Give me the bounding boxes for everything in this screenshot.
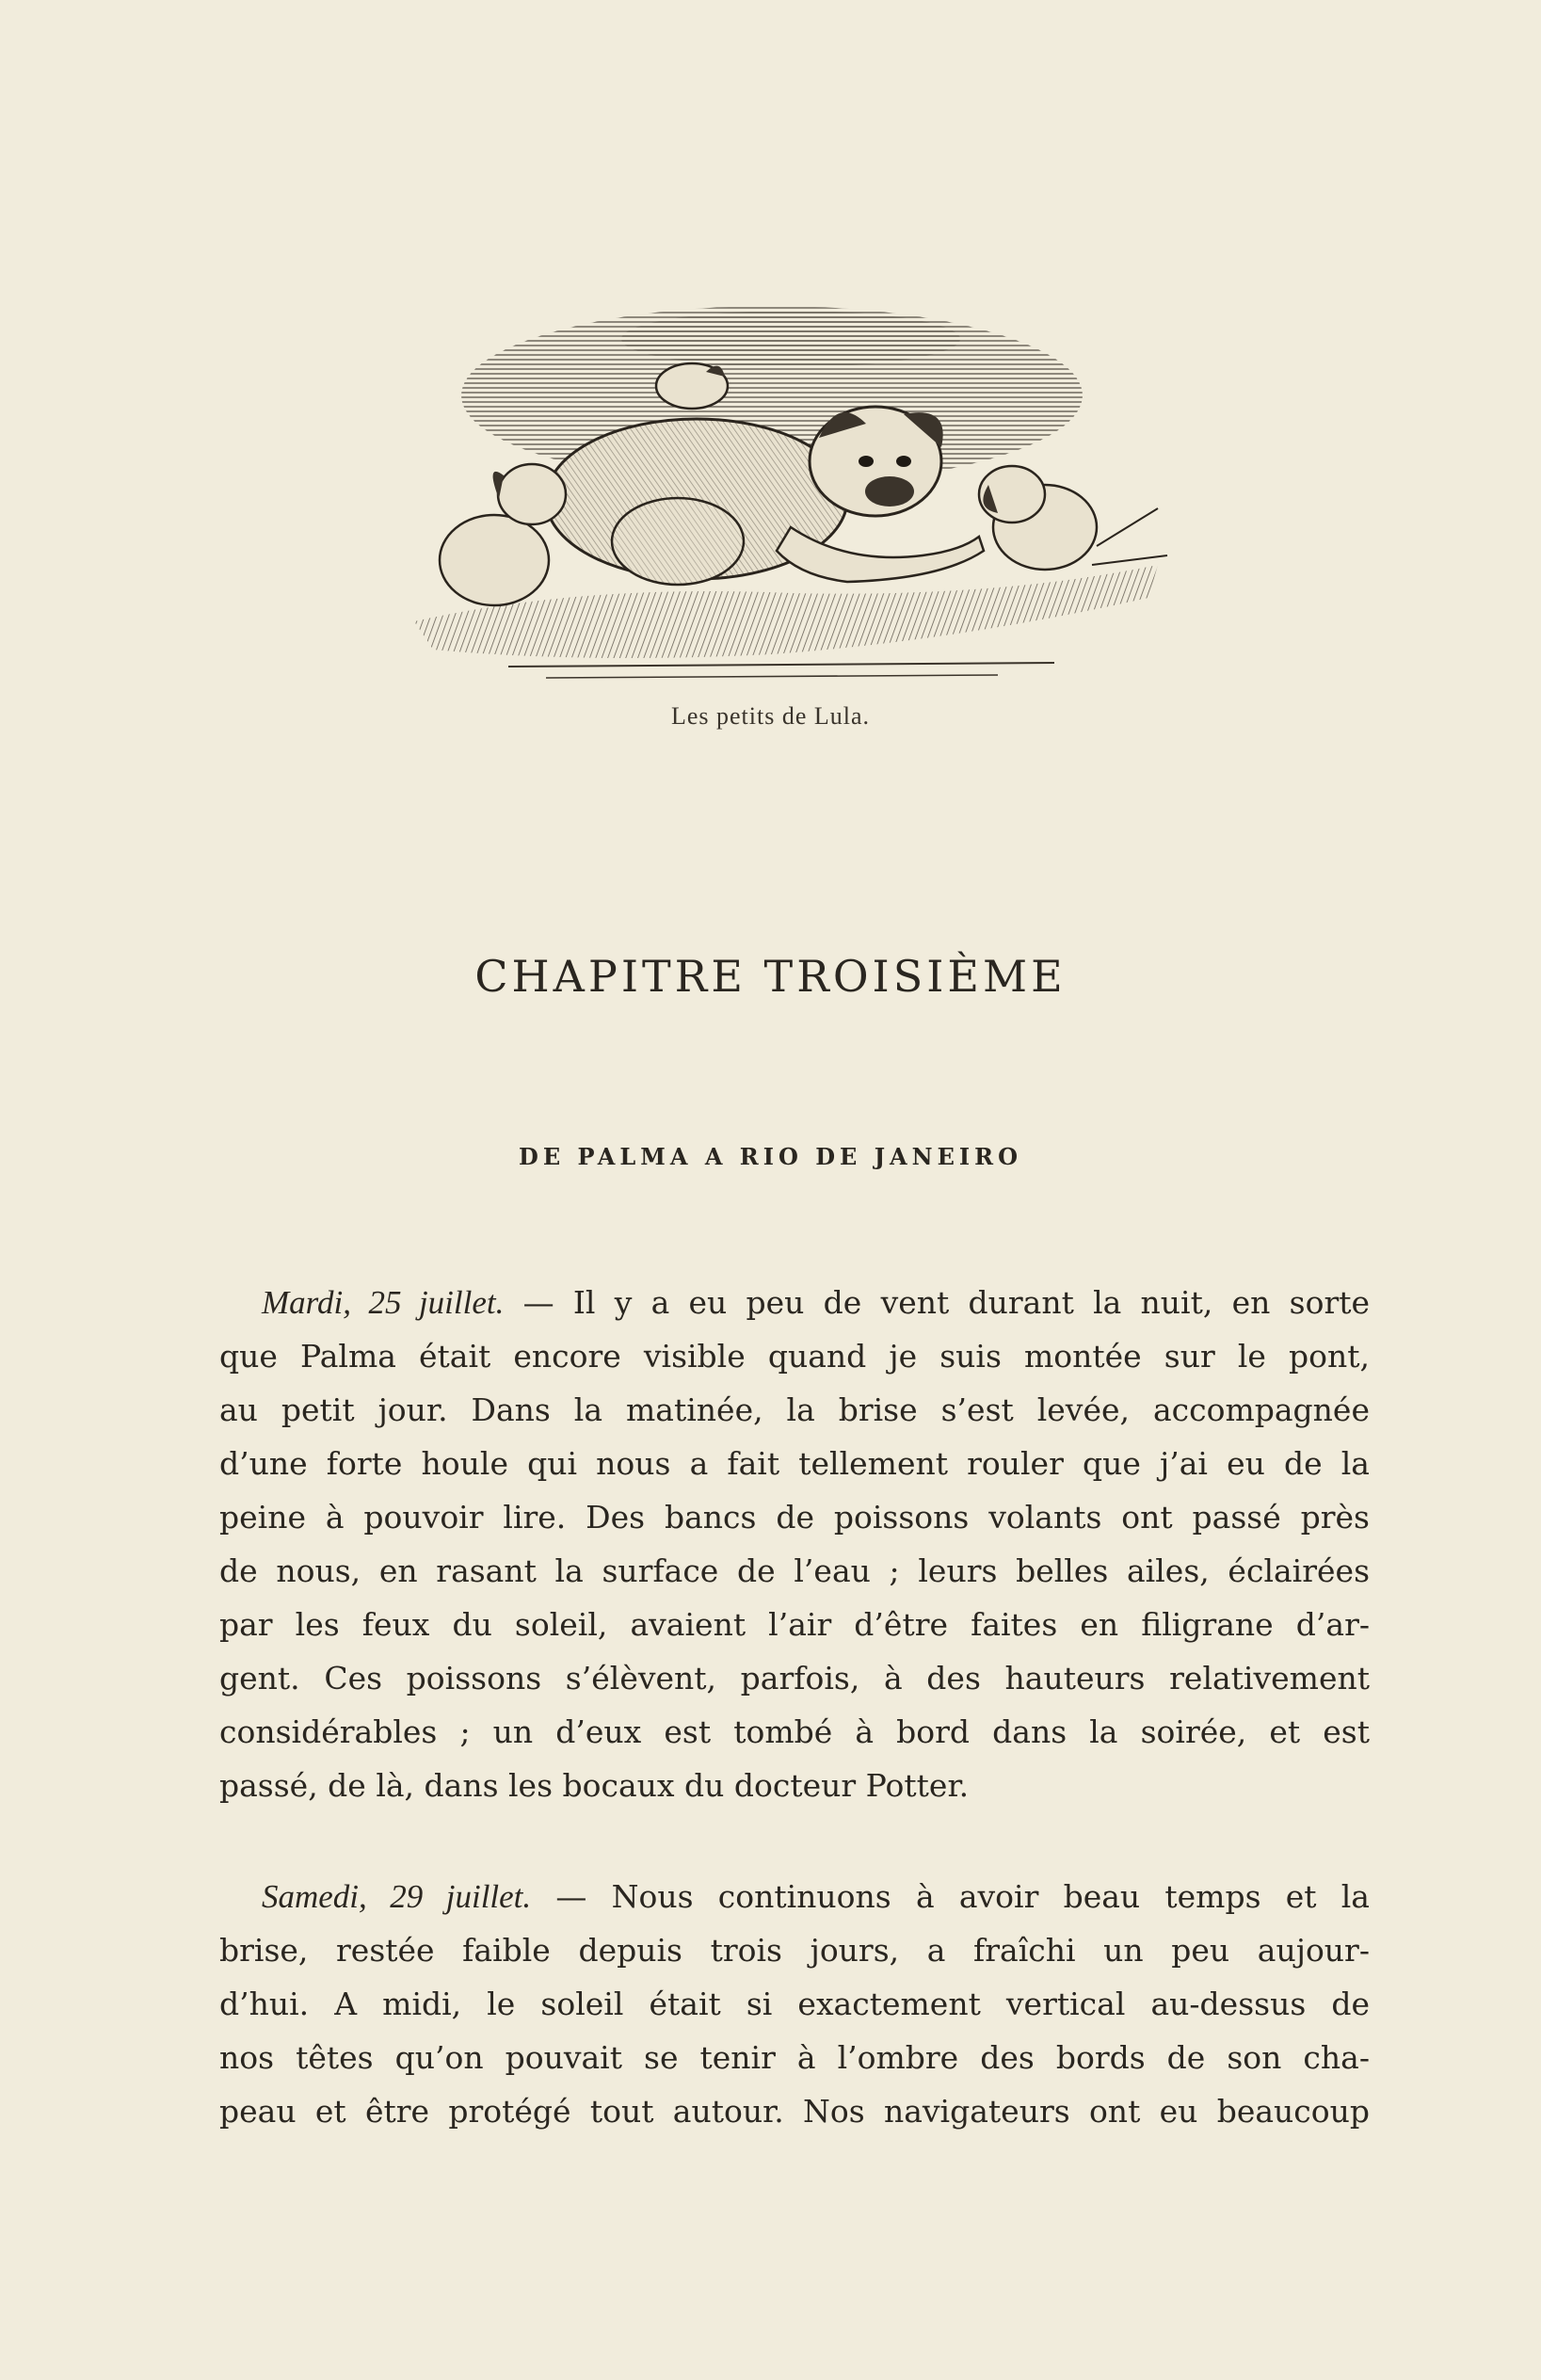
text-line: peine à pouvoir lire. Des bancs de poissons volants ont passé près: [219, 1499, 1370, 1536]
text-line: passé, de là, dans les bocaux du docteur Potter.: [219, 1767, 970, 1804]
text-line: d’une forte houle qui nous a fait tellement rouler que j’ai eu de la: [219, 1445, 1370, 1482]
text-line: peau et être protégé tout autour. Nos navigateurs ont eu beaucoup: [219, 2093, 1370, 2130]
engraving-dogs-illustration: [395, 282, 1177, 697]
text-line: de nous, en rasant la surface de l’eau ; leurs belles ailes, éclairées: [219, 1552, 1370, 1589]
text-line: Mardi, 25 juillet. — Il y a eu peu de vent durant la nuit, en sorte: [262, 1284, 1371, 1321]
entry-date: Mardi, 25 juillet.: [262, 1284, 505, 1321]
illustration-caption: Les petits de Lula.: [670, 702, 871, 730]
text-line: d’hui. A midi, le soleil était si exactement vertical au-dessus de: [219, 1986, 1370, 2022]
entry-date: Samedi, 29 juillet.: [262, 1878, 532, 1915]
text-line: gent. Ces poissons s’élèvent, parfois, à des hauteurs relativement: [219, 1660, 1370, 1697]
chapter-subtitle: DE PALMA A RIO DE JANEIRO: [519, 1143, 1022, 1170]
text-line: au petit jour. Dans la matinée, la brise s’est levée, accompagnée: [219, 1391, 1370, 1428]
text-line: brise, restée faible depuis trois jours, a fraîchi un peu aujour-: [219, 1932, 1370, 1969]
text-line: considérables ; un d’eux est tombé à bord dans la soirée, et est: [219, 1713, 1370, 1750]
text-line: que Palma était encore visible quand je suis montée sur le pont,: [219, 1338, 1370, 1375]
chapter-title: CHAPITRE TROISIÈME: [474, 951, 1067, 1002]
journal-entry-2: [219, 1870, 1370, 2138]
text-line: nos têtes qu’on pouvait se tenir à l’ombre des bords de son cha-: [219, 2039, 1370, 2076]
text-line: par les feux du soleil, avaient l’air d’être faites en filigrane d’ar-: [219, 1606, 1370, 1643]
journal-entry-1: [219, 1276, 1370, 1812]
bleed-through-text: [188, 141, 1356, 195]
text-line: Samedi, 29 juillet. — Nous continuons à avoir beau temps et la: [262, 1878, 1370, 1915]
